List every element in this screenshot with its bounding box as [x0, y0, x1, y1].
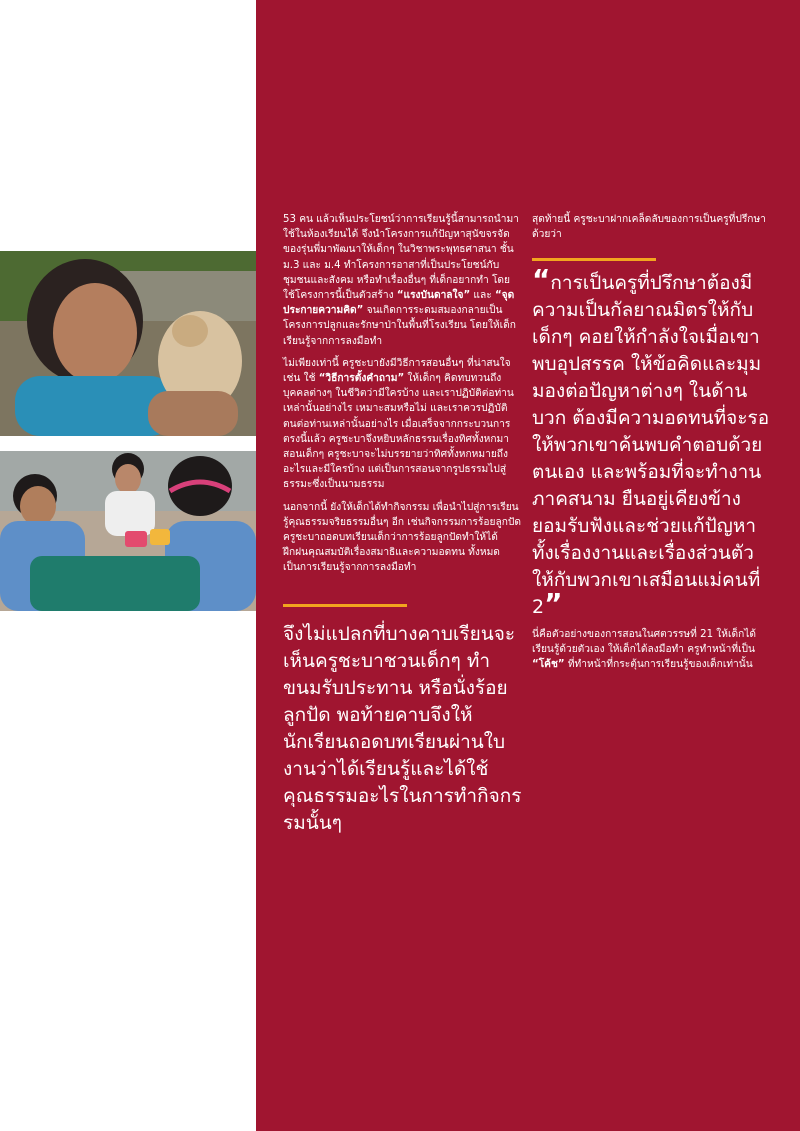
photo-students-beading-illustration	[0, 451, 256, 611]
left-gold-divider	[283, 604, 407, 607]
quote-open-mark: “	[532, 263, 551, 296]
quote-close-mark: ”	[544, 587, 563, 620]
left-paragraph-1-text-c: และ	[470, 290, 495, 302]
quote-text: การเป็นครูที่ปรึกษาต้องมีความเป็นกัลยาณมิตรให้กับเด็กๆ คอยให้กำลังใจเมื่อเขาพบอุปสรรค ให้ข้อคิดและมุมมองต่อปัญหาต่างๆ ในด้านบวก ต้องมีความอดทนที่จะรอให้พวกเขาค้นพบคำตอบด้วยตนเอง และพร้อมที่จะทำงานภาคสนาม ยืนอยู่เคียงข้าง ยอมรับฟังและช่วยแก้ปัญหาทั้งเรื่องงานและเรื่องส่วนตัวให้กับพวกเขาเสมือนแม่คนที่ 2	[532, 272, 770, 618]
left-paragraph-1	[283, 212, 521, 349]
left-paragraph-3: นอกจากนี้ ยังให้เด็กได้ทำกิจกรรม เพื่อนำไปสู่การเรียนรู้คุณธรรมจริยธรรมอื่นๆ อีก เช่นกิจกรรมการร้อยลูกปัด ครูชะบาถอดบทเรียนเด็กว่าการร้อยลูกปัดทำให้ได้ฝึกฝนคุณสมบัติเรื่องสมาธิและความอดทน ทั้งหมดเป็นการเรียนรู้จากการลงมือทำ	[283, 501, 521, 574]
right-outro-text-a: นี่คือตัวอย่างของการสอนในศตวรรษที่ 21 ให้เด็กได้เรียนรู้ด้วยตัวเอง ให้เด็กได้ลงมือทำ ครูทำหน้าที่เป็น	[532, 629, 756, 656]
left-paragraph-2-bold: “วิธีการตั้งคำถาม”	[318, 373, 405, 385]
left-paragraph-1-text-a: 53 คน แล้วเห็นประโยชน์ว่าการเรียนรู้นี้สามารถนำมาใช้ในห้องเรียนได้ จึงนำโครงการแก้ปัญหาสุนัขจรจัดของรุ่นพี่มาพัฒนาให้เด็กๆ ในวิชาพระพุทธศาสนา ชั้น ม.3 และ ม.4 ทำโครงการอาสาที่เป็นประโยชน์กับชุมชนและสังคม หรือทำเรื่องอื่นๆ ที่เด็กอยากทำ โดยใช้โครงการนี้เป็นตัวสร้าง	[283, 214, 519, 302]
left-paragraph-1-bold-2: “จุดประกายความคิด”	[283, 290, 515, 317]
right-outro-bold: “โค้ช”	[532, 659, 565, 671]
right-outro	[532, 627, 770, 673]
right-intro: สุดท้ายนี้ ครูชะบาฝากเคล็ดลับของการเป็นครูที่ปรึกษาด้วยว่า	[532, 214, 766, 241]
right-gold-divider	[532, 258, 656, 261]
left-paragraph-1-bold-1: “แรงบันดาลใจ”	[396, 290, 471, 302]
photo-teacher-with-puppy	[0, 251, 256, 436]
left-paragraph-1-text-d: จนเกิดการระดมสมองกลายเป็นโครงการปลูกและรักษาป่าในพื้นที่โรงเรียน โดยให้เด็กเรียนรู้จากการลงมือทำ	[283, 305, 516, 347]
right-outro-text-c: ที่ทำหน้าที่กระตุ้นการเรียนรู้ของเด็กเท่านั้น	[564, 659, 753, 671]
right-quote	[532, 263, 772, 621]
left-column	[283, 212, 521, 583]
left-paragraph-2-text-c: ให้เด็กๆ คิดทบทวนถึงบุคคลต่างๆ ในชีวิตว่ามีใครบ้าง และเราปฏิบัติต่อท่านเหล่านั้นอย่างไร เหมาะสมหรือไม่ และเราควรปฏิบัติตนต่อท่านเหล่านั้นอย่างไร เมื่อเสร็จจากกระบวนการตรงนี้แล้ว ครูชะบาจึงหยิบหลักธรรมเรื่องทิศทั้งหกมาสอนเด็กๆ ครูชะบาจะไม่บรรยายว่าทิศทั้งหกหมายถึงอะไรและมีใครบ้าง แต่เป็นการสอนจากรูปธรรมไปสู่ธรรมะซึ่งเป็นนามธรรม	[283, 373, 514, 491]
left-pull-quote: จึงไม่แปลกที่บางคาบเรียนจะเห็นครูชะบาชวนเด็กๆ ทำขนมรับประทาน หรือนั่งร้อยลูกปัด พอท้ายคาบจึงให้นักเรียนถอดบทเรียนผ่านใบงานว่าได้เรียนรู้และได้ใช้คุณธรรมอะไรในการทำกิจกรรมนั้นๆ	[283, 623, 522, 834]
left-paragraph-2	[283, 356, 521, 493]
photo-students-beading	[0, 451, 256, 611]
photo-teacher-with-puppy-illustration	[0, 251, 256, 436]
left-paragraph-2-text-a: ไม่เพียงเท่านี้ ครูชะบายังมีวิธีการสอนอื่นๆ ที่น่าสนใจ เช่น ใช้	[283, 357, 511, 385]
